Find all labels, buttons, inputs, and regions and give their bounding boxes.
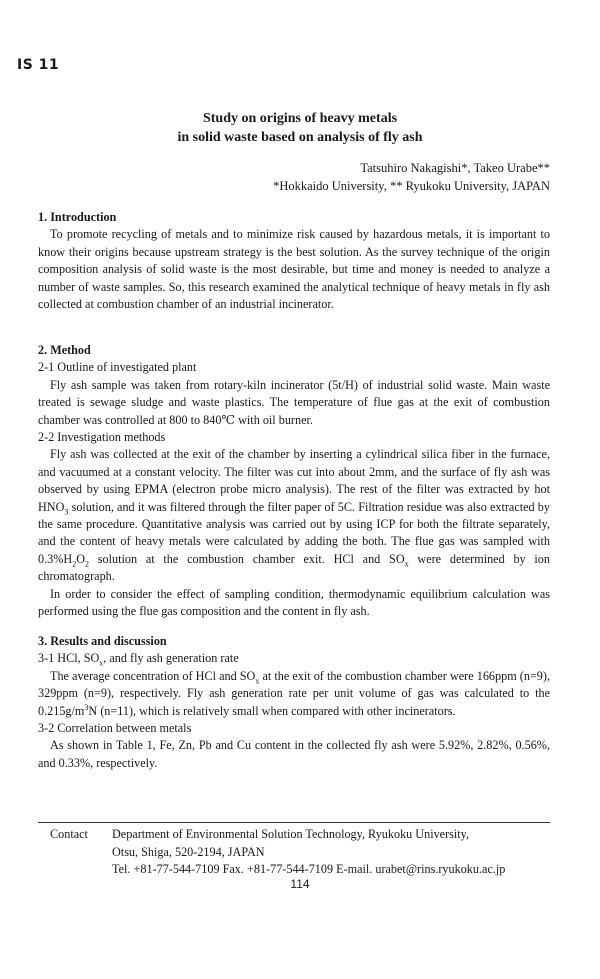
subscript: 3 (64, 507, 69, 517)
subsection-heading: 3-2 Correlation between metals (38, 721, 192, 736)
section-heading: 1. Introduction (38, 210, 117, 224)
text-run: Fly ash was collected at the exit of the chamber by inserting a cylindrical silica fiber in the furnace, and vacuumed at a constant velocity. The filter was cut into about 2mm, and the surface of fly ash was observed by using EPMA (electron probe micro analysis). The rest of the filter was extracted by hot HNO (38, 447, 550, 514)
section-heading: 2. Method (38, 343, 91, 357)
contact-details (112, 826, 505, 879)
paragraph (38, 668, 550, 720)
text-run: N (n=11), which is relatively small when compared with other incinerators. (88, 703, 456, 718)
paper-title (0, 109, 600, 147)
subscript: 2 (85, 559, 90, 569)
session-id-label: IS 11 (17, 57, 60, 73)
contact-department: Department of Environmental Solution Technology, Ryukoku University, (112, 827, 470, 841)
paragraph: In order to consider the effect of sampling condition, thermodynamic equilibrium calculation was performed using the flue gas composition and the content in fly ash. (38, 586, 550, 619)
subsection-heading: 2-1 Outline of investigated plant (38, 360, 197, 375)
text-run: The average concentration of HCl and SO (50, 668, 256, 683)
section-heading: 3. Results and discussion (38, 634, 167, 648)
footer-divider (38, 822, 550, 823)
paragraph: Fly ash sample was taken from rotary-kiln incinerator (5t/H) of industrial solid waste. Main waste treated is sewage sludge and waste plastics. The temperature of flue gas at the exit of combustion chamber was controlled at 800 to 840℃ with oil burner. (38, 377, 550, 427)
section-introduction (38, 209, 550, 313)
paragraph: To promote recycling of metals and to minimize risk caused by hazardous metals, it is important to know their origins because upstream strategy is the best solution. As the survey technique of the origin composition analysis of solid waste is the most desirable, but time and money is needed to analyze a number of waste samples. So, this research examined the analytical technique of heavy metals in fly ash collected at combustion chamber of an industrial incinerator. (38, 227, 550, 312)
text-run: were determined by ion chromatograph. (38, 551, 550, 584)
author-affiliations: *Hokkaido University, ** Ryukoku University, JAPAN (273, 179, 550, 193)
superscript: 3 (84, 702, 89, 712)
section-results (38, 633, 550, 772)
title-line-1: Study on origins of heavy metals (202, 111, 398, 126)
author-block (273, 159, 550, 195)
paragraph: As shown in Table 1, Fe, Zn, Pb and Cu content in the collected fly ash were 5.92%, 2.82%, 0.56%, and 0.33%, respectively. (38, 738, 550, 770)
title-line-2: in solid waste based on analysis of fly ash (177, 130, 423, 145)
text-run: 3-1 HCl, SO (38, 651, 100, 666)
contact-address: Otsu, Shiga, 520-2194, JAPAN (112, 844, 265, 859)
paragraph (38, 446, 550, 585)
subscript: x (99, 658, 104, 668)
contact-label: Contact (50, 827, 88, 841)
contact-phone-email: Tel. +81-77-544-7109 Fax. +81-77-544-7109 E-mail. urabet@rins.ryukoku.ac.jp (112, 862, 506, 876)
subsection-heading: 2-2 Investigation methods (38, 430, 166, 445)
section-method (38, 342, 550, 621)
subscript: x (404, 559, 409, 569)
author-names: Tatsuhiro Nakagishi*, Takeo Urabe** (360, 161, 550, 175)
page-number: 114 (290, 877, 310, 891)
text-run: at the exit of the combustion chamber were 166ppm (n=9), 329ppm (n=9), respectively. Fly ash generation rate per unit volume of gas was calculated to the 0.215g/m (38, 668, 550, 718)
subscript: x (255, 676, 260, 686)
text-run: solution, and it was filtered through the filter paper of 5C. Filtration residue was also extracted by the same procedure. Quantitative analysis was carried out by using ICP for both the filtrate separately, and the content of heavy metals were calculated by adding the both. The flue gas was sampled with 0.3%H (38, 499, 550, 566)
subscript: 2 (72, 559, 77, 569)
text-run: solution at the combustion chamber exit. HCl and SO (89, 551, 405, 566)
text-run: O (76, 551, 86, 566)
subsection-heading (38, 650, 550, 667)
text-run: , and fly ash generation rate (103, 651, 239, 666)
